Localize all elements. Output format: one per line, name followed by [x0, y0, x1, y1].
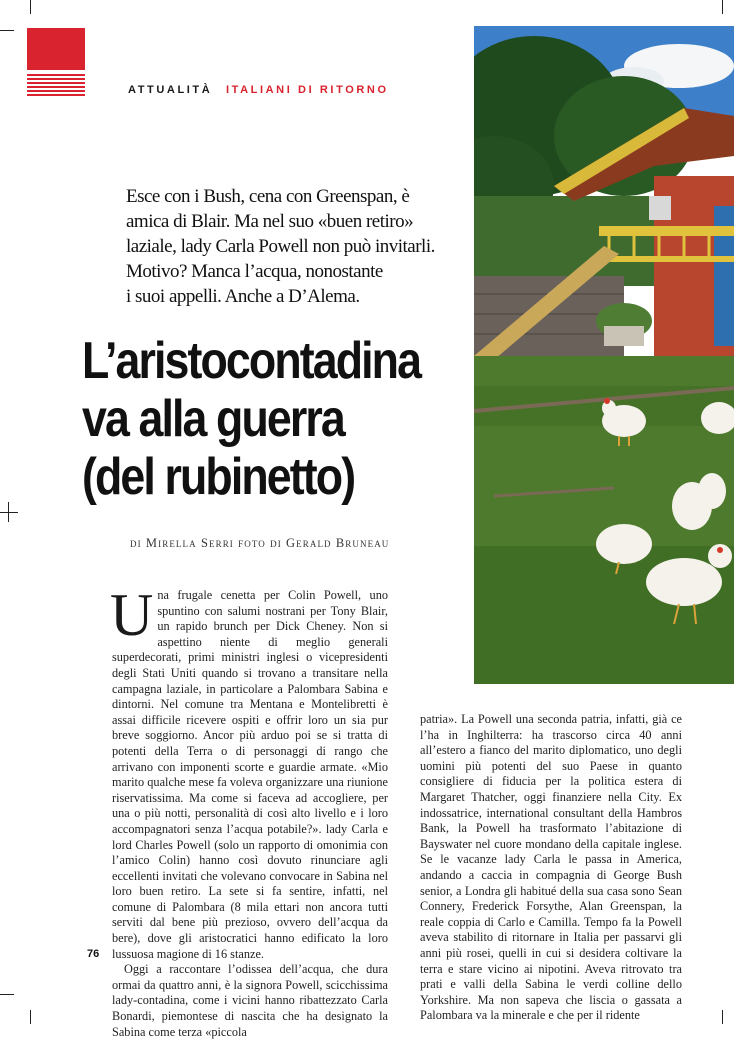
deck-line: Esce con i Bush, cena con Greenspan, è	[126, 186, 410, 207]
crop-mark	[0, 512, 18, 513]
section-subcategory: ITALIANI DI RITORNO	[225, 84, 389, 96]
crop-mark	[0, 30, 14, 31]
deck-line: laziale, lady Carla Powell non può invitarli.	[126, 236, 435, 257]
crop-mark	[722, 1010, 723, 1024]
article-column-2	[420, 712, 682, 1024]
body-paragraph: patria». La Powell una seconda patria, infatti, già ce l’ha in Inghilterra: ha trascorso circa 40 anni all’estero a fianco del marito diplomatico, uno degli uomini più potenti del suo Paese in quanto consigliere di fiducia per la politica estera di Margaret Thatcher, oggi finanziere nella City. Ex indossatrice, international consultant della Hambros Bank, la Powell ha trasformato l’abitazione di Bayswater nel cuore mondano della capitale inglese. Se le vacanze lady Carla le passa in America, andando a caccia in compagnia di George Bush senior, a Londra gli habitué della sua casa sono Sean Connery, Frederick Forsythe, Alan Greenspan, la reale coppia di Carlo e Camilla. Tempo fa la Powell aveva stabilito di ritornare in Italia per passarvi gli anni più rosei, quelli in cui si desidera coltivare la terra e stare vicino ai nipotini. Aveva ritrovato tra prati e valli della Sabina le verdi colline dello Yorkshire. Ma non sapeva che liscia o gassata a Palombara va la minerale e che per il ridente	[420, 712, 682, 1023]
red-accent-stripes	[27, 74, 85, 96]
article-byline: di Mirella Serri foto di Gerald Bruneau	[130, 536, 390, 550]
crop-mark	[30, 0, 31, 14]
body-paragraph: Oggi a raccontare l’odissea dell’acqua, che dura ormai da quattro anni, è la signora Powell, scicchissima lady-contadina, come i vicini hanno ribattezzato Carla Bonardi, piemontese di nascita che ha designato la Sabina come terza «piccola	[112, 962, 388, 1039]
crop-mark	[0, 994, 14, 995]
deck-line: Motivo? Manca l’acqua, nonostante	[126, 261, 383, 282]
headline-line: L’aristocontadina	[82, 332, 421, 390]
article-deck	[126, 184, 458, 309]
deck-line: i suoi appelli. Anche a D’Alema.	[126, 286, 360, 307]
body-text: na frugale cenetta per Colin Powell, uno spuntino con salumi nostrani per Tony Blair, un rapido brunch per Dick Cheney. Non si aspettino niente di meglio generali superdecorati, primi ministri inglesi o vicepresidenti degli Stati Uniti quando si trovano a transitare nella campagna laziale, in particolare a Palombara Sabina e dintorni. Nel comune tra Mentana e Montelibretti è assai difficile ricevere ospiti e offrir loro un sia pur breve soggiorno. Ancor più arduo poi se si tratta di potenti della Terra o di personaggi di rango che arrivano con imponenti scorte e guardie armate. «Mio marito qualche mese fa voleva organizzare una riunione riservatissima. Ma come si faceva ad accogliere, per una o più notti, personalità di così alto livello e i loro accompagnatori senza l’acqua potabile?». lady Carla e lord Charles Powell (solo un rapporto di omonimia con l’amico Colin) hanno così dovuto rinunciare agli eccellenti invitati che volevano convocare in Sabina nel loro buen retiro. La sete si fa sentire, infatti, nel comune di Palombara (8 mila ettari non ancora tutti serviti dal bene più prezioso, ovvero dell’acqua da bere), dove gli aristocratici hanno edificato la loro lussuosa magione di 16 stanze.	[112, 588, 388, 961]
crop-mark	[30, 1010, 31, 1024]
section-label	[128, 84, 389, 96]
crop-mark	[8, 502, 9, 522]
red-accent-block	[27, 28, 85, 70]
page-number: 76	[87, 948, 100, 960]
deck-line: amica di Blair. Ma nel suo «buen retiro»	[126, 211, 414, 232]
section-category: ATTUALITÀ	[128, 84, 213, 96]
headline-line: (del rubinetto)	[82, 448, 355, 506]
body-paragraph	[110, 582, 388, 962]
article-photo	[474, 26, 734, 684]
drop-cap: U	[110, 582, 154, 648]
article-column-1	[110, 582, 388, 1040]
headline-line: va alla guerra	[82, 390, 344, 448]
article-headline	[82, 332, 421, 506]
crop-mark	[722, 0, 723, 14]
photo-chickens-coop	[474, 26, 734, 684]
